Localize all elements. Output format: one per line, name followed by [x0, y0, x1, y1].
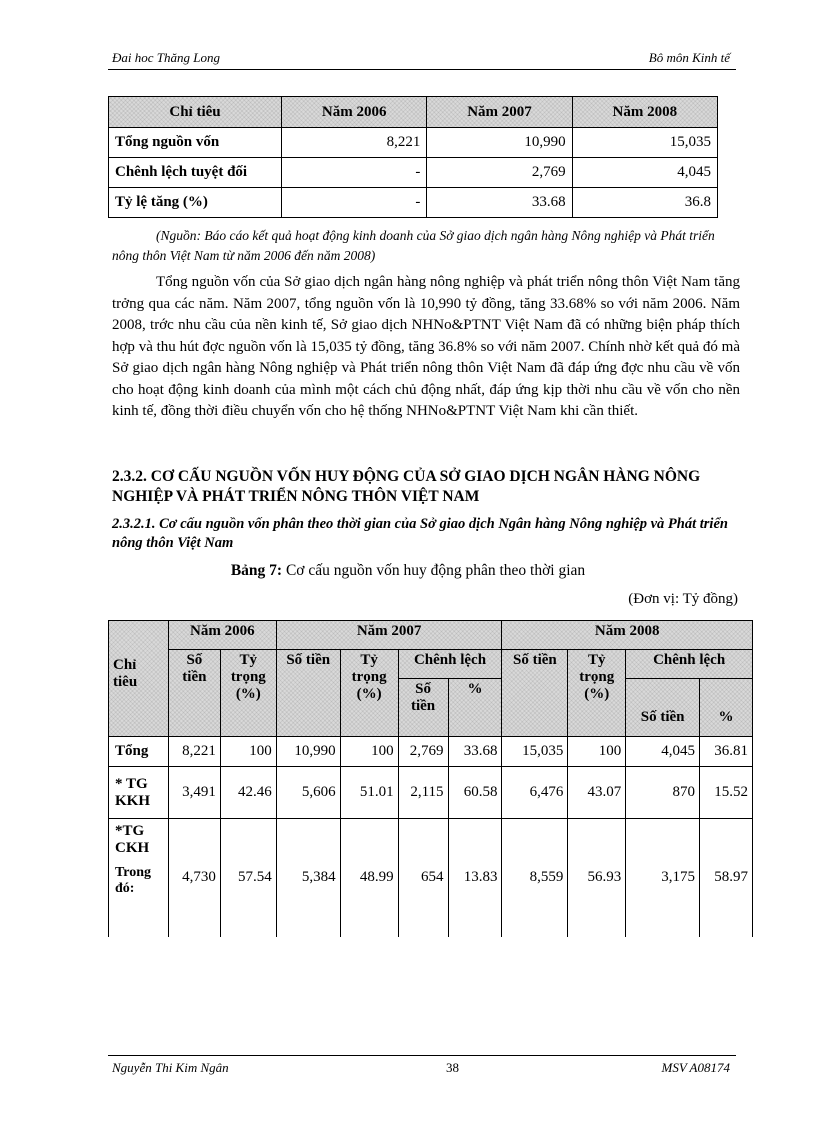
cell-value: 48.99	[340, 819, 398, 937]
header-tytrong: Tỷ trọng (%)	[568, 650, 626, 737]
total-capital-table	[108, 96, 718, 218]
row-label: Chênh lệch tuyệt đối	[109, 158, 282, 188]
trong-do-label: Trong đó:	[115, 865, 152, 896]
cell-value: 10,990	[427, 128, 572, 158]
cell-value: 2,769	[427, 158, 572, 188]
col-2008: Năm 2008	[572, 97, 717, 128]
table-row	[109, 767, 753, 819]
cell-value: 15,035	[502, 737, 568, 767]
cell-value: 870	[626, 767, 700, 819]
cell-value: 60.58	[448, 767, 502, 819]
table-row	[109, 128, 718, 158]
cell-value: 58.97	[700, 819, 753, 937]
table-row	[109, 188, 718, 218]
footer-student-id: MSV A08174	[661, 1060, 730, 1075]
cell-value: 8,559	[502, 819, 568, 937]
cell-value: 5,606	[276, 767, 340, 819]
header-rule	[108, 69, 736, 70]
cell-value: 8,221	[168, 737, 220, 767]
cell-value: 654	[398, 819, 448, 937]
capital-structure-table	[108, 620, 753, 937]
cell-value: 36.8	[572, 188, 717, 218]
cell-value: 33.68	[427, 188, 572, 218]
row-label	[109, 819, 169, 937]
footer-author: Nguyễn Thi Kim Ngân	[112, 1060, 229, 1075]
unit-note: (Đơn vị: Tỷ đồng)	[628, 591, 738, 607]
cell-value: 3,491	[168, 767, 220, 819]
cell-value: 2,769	[398, 737, 448, 767]
section-heading: 2.3.2. CƠ CẤU NGUỒN VỐN HUY ĐỘNG CỦA SỞ GIAO DỊCH NGÂN HÀNG NÔNG NGHIỆP VÀ PHÁT TRIỂN NÔNG THÔN VIỆT NAM	[112, 468, 701, 505]
source-note: (Nguồn: Báo cáo kết quả hoạt động kinh doanh của Sở giao dịch ngân hàng Nông nghiệp và Phát triển nông thôn Việt Nam từ năm 2006 đến năm 2008)	[112, 228, 715, 263]
col-chitieu: Chỉ tiêu	[109, 97, 282, 128]
table-row	[109, 737, 753, 767]
cell-value: 100	[568, 737, 626, 767]
cell-value: 4,045	[626, 737, 700, 767]
table-caption	[0, 562, 816, 580]
row-label-text: *TG CKH	[115, 823, 150, 856]
header-2008: Năm 2008	[502, 621, 753, 650]
cell-value: 57.54	[220, 819, 276, 937]
cell-value: 5,384	[276, 819, 340, 937]
row-label: Tỷ lệ tăng (%)	[109, 188, 282, 218]
col-2007: Năm 2007	[427, 97, 572, 128]
header-chitieu: Chỉ tiêu	[109, 621, 169, 737]
page-number: 38	[446, 1060, 459, 1075]
table-row	[109, 158, 718, 188]
row-label: * TG KKH	[109, 767, 169, 819]
col-2006: Năm 2006	[282, 97, 427, 128]
row-label: Tổng nguồn vốn	[109, 128, 282, 158]
cell-value: -	[282, 188, 427, 218]
header-right: Bô môn Kinh tế	[648, 50, 730, 65]
header-2006: Năm 2006	[168, 621, 276, 650]
header-pct: %	[700, 679, 753, 737]
body-paragraph: Tổng nguồn vốn của Sở giao dịch ngân hàng nông nghiệp và phát triển nông thôn Việt Nam tăng trởng qua các năm. Năm 2007, tổng nguồn vốn là 10,990 tỷ đồng, tăng 33.68% so với năm 2006. Năm 2008, trớc nhu cầu của nền kinh tế, Sở giao dịch NHNo&PTNT Việt Nam đã có những biện pháp thích hợp và thu hút đợc nguồn vốn là 15,035 tỷ đồng, tăng 36.8% so với năm 2007. Chính nhờ kết quả đó mà Sở giao dịch ngân hàng Nông nghiệp và Phát triển nông thôn Việt Nam đã đáp ứng đợc nhu cầu về vốn cho hoạt động kinh doanh của mình một cách chủ động nhất, đáp ứng kịp thời nhu cầu về vốn cho nền kinh tế, đồng thời điều chuyển vốn cho hệ thống NHNo&PTNT Việt Nam khi cần thiết.	[112, 274, 740, 419]
cell-value: 8,221	[282, 128, 427, 158]
header-left: Đai hoc Thăng Long	[112, 50, 220, 65]
header-2007: Năm 2007	[276, 621, 502, 650]
cell-value: -	[282, 158, 427, 188]
header-sotien: Số tiền	[168, 650, 220, 737]
cell-value: 33.68	[448, 737, 502, 767]
cell-value: 2,115	[398, 767, 448, 819]
cell-value: 100	[220, 737, 276, 767]
subsection-heading: 2.3.2.1. Cơ cấu nguồn vốn phân theo thời gian của Sở giao dịch Ngân hàng Nông nghiệp và Phát triển nông thôn Việt Nam	[112, 516, 728, 551]
cell-value: 10,990	[276, 737, 340, 767]
header-pct: %	[448, 679, 502, 737]
table-row	[109, 819, 753, 937]
header-tytrong: Tỷ trọng (%)	[340, 650, 398, 737]
cell-value: 56.93	[568, 819, 626, 937]
cell-value: 42.46	[220, 767, 276, 819]
cell-value: 4,730	[168, 819, 220, 937]
cell-value: 15,035	[572, 128, 717, 158]
cell-value: 4,045	[572, 158, 717, 188]
row-label: Tổng	[109, 737, 169, 767]
caption-text: Cơ cấu nguồn vốn huy động phân theo thời gian	[282, 562, 586, 579]
header-chenhlech: Chênh lệch	[626, 650, 753, 679]
cell-value: 13.83	[448, 819, 502, 937]
header-sotien: Số tiền	[276, 650, 340, 737]
cell-value: 51.01	[340, 767, 398, 819]
header-tytrong: Tỷ trọng (%)	[220, 650, 276, 737]
cell-value: 3,175	[626, 819, 700, 937]
cell-value: 43.07	[568, 767, 626, 819]
cell-value: 100	[340, 737, 398, 767]
cell-value: 36.81	[700, 737, 753, 767]
header-chenhlech: Chênh lệch	[398, 650, 502, 679]
header-sotien: Số tiền	[398, 679, 448, 737]
caption-label: Bảng 7:	[230, 562, 283, 579]
footer-rule	[108, 1055, 736, 1056]
cell-value: 6,476	[502, 767, 568, 819]
cell-value: 15.52	[700, 767, 753, 819]
header-sotien: Số tiền	[626, 679, 700, 737]
header-sotien: Số tiền	[502, 650, 568, 737]
